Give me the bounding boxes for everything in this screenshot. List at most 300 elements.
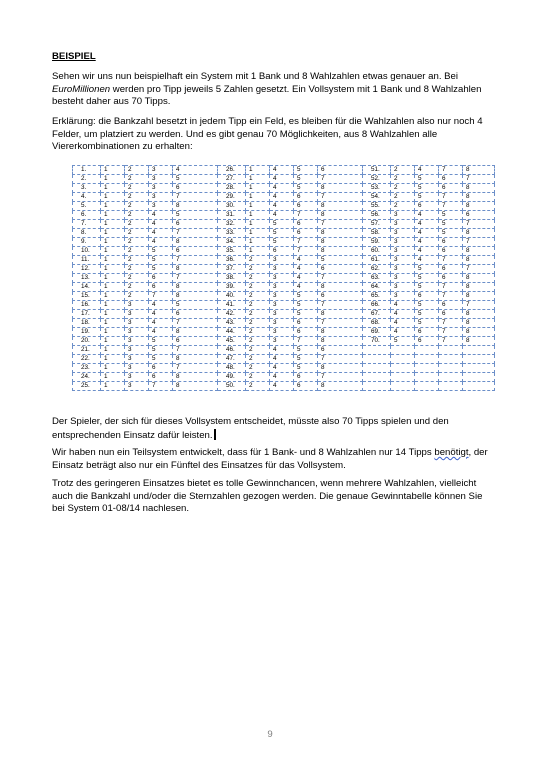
- combination-number: 63.: [363, 274, 391, 283]
- combination-value: 1: [101, 346, 125, 355]
- empty-cell: [391, 373, 415, 382]
- table-row: [73, 292, 495, 301]
- combination-value: 8: [463, 328, 495, 337]
- combination-value: 7: [463, 220, 495, 229]
- combination-value: 1: [101, 337, 125, 346]
- combination-value: 2: [246, 256, 270, 265]
- combination-value: 6: [173, 310, 218, 319]
- combinations-table-body: [73, 166, 495, 391]
- combination-number: 23.: [73, 364, 101, 373]
- combination-number: 11.: [73, 256, 101, 265]
- combination-value: 7: [439, 283, 463, 292]
- combination-value: 6: [294, 229, 318, 238]
- combination-number: 46.: [218, 346, 246, 355]
- combination-value: 4: [391, 319, 415, 328]
- combination-value: 3: [149, 175, 173, 184]
- combination-value: 2: [246, 364, 270, 373]
- combination-value: 7: [439, 292, 463, 301]
- explanation-paragraph: [52, 116, 497, 154]
- empty-cell: [363, 373, 391, 382]
- combination-number: 12.: [73, 265, 101, 274]
- combination-value: 4: [149, 229, 173, 238]
- combination-value: 8: [463, 310, 495, 319]
- combination-value: 1: [246, 175, 270, 184]
- combination-value: 5: [173, 211, 218, 220]
- combination-value: 4: [391, 301, 415, 310]
- combination-value: 3: [270, 328, 294, 337]
- table-row: [73, 328, 495, 337]
- combination-value: 2: [125, 166, 149, 175]
- combination-value: 7: [318, 355, 363, 364]
- combination-value: 8: [463, 283, 495, 292]
- combination-value: 1: [246, 211, 270, 220]
- combination-value: 8: [463, 319, 495, 328]
- combination-value: 4: [270, 193, 294, 202]
- combination-value: 5: [294, 355, 318, 364]
- combination-value: 6: [415, 202, 439, 211]
- combination-value: 6: [294, 319, 318, 328]
- combination-number: 26.: [218, 166, 246, 175]
- table-row: [73, 184, 495, 193]
- combination-number: 52.: [363, 175, 391, 184]
- combination-value: 7: [294, 211, 318, 220]
- combination-value: 6: [149, 283, 173, 292]
- combination-value: 2: [246, 337, 270, 346]
- combination-value: 4: [415, 238, 439, 247]
- combination-value: 4: [270, 355, 294, 364]
- empty-cell: [391, 346, 415, 355]
- combination-value: 5: [439, 211, 463, 220]
- combination-value: 8: [173, 373, 218, 382]
- combination-value: 8: [318, 382, 363, 391]
- combination-value: 2: [246, 346, 270, 355]
- chances-text: Trotz des geringeren Einsatzes bietet es tolle Gewinnchancen, wenn mehrere Wahlzahlen, vielleicht auch die Bankzahl und/oder die Sternzahlen gezogen werden. Die genaue Gewinntabelle können Sie bei System 01-08/14 nachlesen.: [52, 478, 483, 514]
- combination-value: 4: [294, 256, 318, 265]
- combination-number: 2.: [73, 175, 101, 184]
- combination-number: 7.: [73, 220, 101, 229]
- table-row: [73, 229, 495, 238]
- combination-value: 3: [125, 319, 149, 328]
- combination-value: 3: [391, 211, 415, 220]
- combination-number: 32.: [218, 220, 246, 229]
- combination-value: 3: [149, 193, 173, 202]
- combination-number: 16.: [73, 301, 101, 310]
- combination-value: 8: [318, 229, 363, 238]
- combination-number: 25.: [73, 382, 101, 391]
- combination-value: 3: [391, 247, 415, 256]
- combination-value: 6: [173, 184, 218, 193]
- combination-value: 8: [318, 337, 363, 346]
- combination-value: 8: [173, 292, 218, 301]
- combination-value: 2: [125, 247, 149, 256]
- combination-value: 3: [125, 355, 149, 364]
- combination-value: 5: [149, 256, 173, 265]
- combination-number: 13.: [73, 274, 101, 283]
- combination-value: 3: [391, 229, 415, 238]
- combination-number: 21.: [73, 346, 101, 355]
- combination-number: 33.: [218, 229, 246, 238]
- table-row: [73, 220, 495, 229]
- combination-value: 5: [415, 274, 439, 283]
- empty-cell: [363, 355, 391, 364]
- combination-value: 7: [439, 193, 463, 202]
- combination-value: 5: [294, 292, 318, 301]
- combination-value: 7: [173, 346, 218, 355]
- combination-value: 8: [173, 202, 218, 211]
- combination-value: 7: [463, 265, 495, 274]
- combination-value: 1: [101, 364, 125, 373]
- combination-value: 1: [101, 220, 125, 229]
- combination-value: 6: [294, 202, 318, 211]
- combination-value: 2: [246, 274, 270, 283]
- table-row: [73, 175, 495, 184]
- combination-number: 31.: [218, 211, 246, 220]
- combination-value: 2: [125, 283, 149, 292]
- combination-value: 7: [318, 220, 363, 229]
- combination-value: 2: [125, 175, 149, 184]
- combination-number: 27.: [218, 175, 246, 184]
- combination-value: 1: [101, 202, 125, 211]
- combination-value: 2: [125, 220, 149, 229]
- combination-value: 3: [270, 292, 294, 301]
- combination-number: 8.: [73, 229, 101, 238]
- combination-value: 2: [246, 265, 270, 274]
- spellcheck-word[interactable]: benötigt: [434, 447, 469, 458]
- combination-value: 6: [415, 292, 439, 301]
- combination-value: 1: [246, 184, 270, 193]
- combination-value: 8: [463, 202, 495, 211]
- combination-value: 1: [101, 184, 125, 193]
- combination-value: 7: [294, 247, 318, 256]
- combination-value: 1: [101, 373, 125, 382]
- combination-value: 2: [246, 355, 270, 364]
- combination-number: 34.: [218, 238, 246, 247]
- combination-number: 30.: [218, 202, 246, 211]
- table-row: [73, 202, 495, 211]
- combination-value: 8: [463, 166, 495, 175]
- combination-value: 1: [246, 166, 270, 175]
- explanation-text: Erklärung: die Bankzahl besetzt in jedem Tipp ein Feld, es bleiben für die Wahlzahlen also nur noch 4 Felder, um platziert zu werden. Und es gibt genau 70 Möglichkeiten, aus 8 Wahlzahlen alle Viererkombinationen zu erhalten:: [52, 116, 483, 152]
- combination-number: 39.: [218, 283, 246, 292]
- combination-value: 6: [439, 175, 463, 184]
- intro-paragraph: [52, 71, 497, 109]
- combination-value: 1: [101, 211, 125, 220]
- empty-cell: [463, 364, 495, 373]
- combination-value: 7: [149, 292, 173, 301]
- combination-value: 5: [294, 166, 318, 175]
- table-row: [73, 238, 495, 247]
- cost-text: Der Spieler, der sich für dieses Vollsystem entscheidet, müsste also 70 Tipps spielen und den entsprechenden Einsatz dafür leisten.: [52, 416, 449, 441]
- combination-value: 7: [173, 364, 218, 373]
- combination-value: 5: [415, 301, 439, 310]
- combination-number: 20.: [73, 337, 101, 346]
- combination-value: 4: [149, 211, 173, 220]
- table-row: [73, 373, 495, 382]
- combination-value: 6: [149, 364, 173, 373]
- combination-value: 4: [415, 211, 439, 220]
- combination-value: 1: [101, 274, 125, 283]
- combination-value: 2: [246, 319, 270, 328]
- combination-value: 7: [439, 256, 463, 265]
- combination-value: 3: [270, 265, 294, 274]
- combination-value: 5: [415, 319, 439, 328]
- combination-value: 1: [101, 193, 125, 202]
- combination-value: 1: [246, 229, 270, 238]
- combination-number: 54.: [363, 193, 391, 202]
- combination-value: 1: [101, 166, 125, 175]
- combination-value: 5: [149, 337, 173, 346]
- combination-value: 5: [294, 310, 318, 319]
- combination-value: 8: [318, 211, 363, 220]
- empty-cell: [463, 373, 495, 382]
- combination-number: 68.: [363, 319, 391, 328]
- combination-value: 4: [149, 319, 173, 328]
- combination-value: 1: [101, 301, 125, 310]
- combination-value: 5: [294, 175, 318, 184]
- combination-value: 1: [101, 238, 125, 247]
- combination-number: 55.: [363, 202, 391, 211]
- combination-value: 6: [294, 328, 318, 337]
- combination-value: 4: [294, 283, 318, 292]
- chances-paragraph: [52, 478, 497, 516]
- empty-cell: [439, 355, 463, 364]
- combination-value: 7: [318, 175, 363, 184]
- combination-number: 9.: [73, 238, 101, 247]
- combination-value: 2: [125, 265, 149, 274]
- combination-value: 1: [101, 229, 125, 238]
- combination-value: 3: [125, 337, 149, 346]
- combination-value: 6: [270, 247, 294, 256]
- combination-value: 4: [415, 229, 439, 238]
- combination-value: 6: [439, 265, 463, 274]
- combination-value: 4: [415, 166, 439, 175]
- combination-value: 3: [391, 274, 415, 283]
- combination-value: 6: [318, 265, 363, 274]
- empty-cell: [463, 382, 495, 391]
- combination-value: 4: [149, 301, 173, 310]
- combination-value: 2: [391, 166, 415, 175]
- combination-value: 5: [149, 355, 173, 364]
- combination-value: 8: [173, 355, 218, 364]
- combination-value: 2: [246, 310, 270, 319]
- empty-cell: [415, 364, 439, 373]
- combination-value: 1: [246, 193, 270, 202]
- table-row: [73, 256, 495, 265]
- combination-value: 4: [270, 382, 294, 391]
- combination-value: 5: [415, 310, 439, 319]
- combination-value: 3: [125, 328, 149, 337]
- combination-value: 6: [173, 247, 218, 256]
- combination-value: 6: [415, 337, 439, 346]
- combination-number: 57.: [363, 220, 391, 229]
- combination-value: 8: [173, 238, 218, 247]
- combination-value: 8: [463, 256, 495, 265]
- combination-value: 7: [294, 337, 318, 346]
- combination-number: 56.: [363, 211, 391, 220]
- text-cursor: [214, 429, 216, 440]
- combination-value: 3: [125, 301, 149, 310]
- combination-value: 5: [270, 229, 294, 238]
- combination-number: 15.: [73, 292, 101, 301]
- combination-value: 2: [391, 202, 415, 211]
- combination-value: 6: [318, 166, 363, 175]
- combination-value: 8: [173, 265, 218, 274]
- combination-value: 2: [125, 193, 149, 202]
- combination-value: 7: [439, 319, 463, 328]
- combination-number: 45.: [218, 337, 246, 346]
- combination-value: 8: [318, 364, 363, 373]
- combination-value: 6: [173, 337, 218, 346]
- combination-value: 6: [294, 382, 318, 391]
- intro-text-start: Sehen wir uns nun beispielhaft ein System mit 1 Bank und 8 Wahlzahlen etwas genauer an. Bei: [52, 71, 459, 82]
- combination-value: 1: [101, 319, 125, 328]
- table-row: [73, 193, 495, 202]
- combination-value: 7: [463, 301, 495, 310]
- combination-number: 18.: [73, 319, 101, 328]
- combination-value: 2: [246, 301, 270, 310]
- combination-value: 4: [270, 346, 294, 355]
- combination-value: 7: [318, 373, 363, 382]
- combination-number: 53.: [363, 184, 391, 193]
- combination-number: 62.: [363, 265, 391, 274]
- combination-value: 3: [391, 265, 415, 274]
- combination-value: 2: [246, 382, 270, 391]
- combination-value: 6: [294, 220, 318, 229]
- combination-value: 4: [149, 310, 173, 319]
- table-row: [73, 265, 495, 274]
- combination-value: 6: [318, 346, 363, 355]
- combination-value: 5: [270, 238, 294, 247]
- combination-value: 3: [149, 202, 173, 211]
- empty-cell: [363, 364, 391, 373]
- combination-number: 22.: [73, 355, 101, 364]
- combination-value: 7: [318, 319, 363, 328]
- combination-value: 2: [125, 202, 149, 211]
- combination-number: 49.: [218, 373, 246, 382]
- combination-value: 2: [246, 292, 270, 301]
- combination-number: 19.: [73, 328, 101, 337]
- combination-value: 4: [270, 364, 294, 373]
- combination-value: 3: [149, 166, 173, 175]
- combination-number: 38.: [218, 274, 246, 283]
- combination-value: 5: [173, 301, 218, 310]
- combination-value: 7: [318, 301, 363, 310]
- combination-value: 8: [318, 202, 363, 211]
- section-heading: BEISPIEL: [52, 51, 96, 62]
- combination-value: 3: [125, 364, 149, 373]
- combination-number: 67.: [363, 310, 391, 319]
- combination-value: 3: [270, 274, 294, 283]
- combination-value: 5: [294, 184, 318, 193]
- combination-value: 3: [125, 382, 149, 391]
- combination-value: 6: [173, 220, 218, 229]
- combination-value: 5: [439, 220, 463, 229]
- combination-value: 6: [463, 211, 495, 220]
- combination-value: 5: [415, 265, 439, 274]
- combination-value: 1: [101, 175, 125, 184]
- combination-value: 5: [149, 265, 173, 274]
- table-row: [73, 274, 495, 283]
- combination-value: 5: [294, 301, 318, 310]
- combination-value: 4: [415, 247, 439, 256]
- combination-value: 5: [173, 175, 218, 184]
- combination-value: 1: [101, 247, 125, 256]
- table-row: [73, 355, 495, 364]
- table-row: [73, 382, 495, 391]
- combination-value: 2: [125, 274, 149, 283]
- empty-cell: [439, 373, 463, 382]
- combination-value: 7: [149, 382, 173, 391]
- combination-value: 7: [318, 274, 363, 283]
- combination-number: 43.: [218, 319, 246, 328]
- combination-value: 1: [101, 310, 125, 319]
- combination-value: 3: [391, 283, 415, 292]
- combination-value: 5: [415, 184, 439, 193]
- combination-number: 35.: [218, 247, 246, 256]
- combination-value: 1: [101, 382, 125, 391]
- table-row: [73, 247, 495, 256]
- combination-value: 3: [270, 256, 294, 265]
- combination-value: 4: [149, 238, 173, 247]
- combination-value: 6: [439, 274, 463, 283]
- combination-value: 5: [149, 247, 173, 256]
- combination-value: 8: [463, 193, 495, 202]
- table-row: [73, 337, 495, 346]
- combination-value: 2: [125, 238, 149, 247]
- combination-value: 6: [439, 247, 463, 256]
- combination-value: 7: [294, 238, 318, 247]
- combination-value: 5: [270, 220, 294, 229]
- combination-number: 61.: [363, 256, 391, 265]
- combination-number: 65.: [363, 292, 391, 301]
- empty-cell: [415, 382, 439, 391]
- empty-cell: [415, 355, 439, 364]
- combination-number: 37.: [218, 265, 246, 274]
- combination-value: 4: [270, 175, 294, 184]
- partial-system-text-start: Wir haben nun ein Teilsystem entwickelt, dass für 1 Bank- und 8 Wahlzahlen nur 14 Tipps: [52, 447, 435, 458]
- combination-value: 8: [463, 274, 495, 283]
- combination-number: 3.: [73, 184, 101, 193]
- table-row: [73, 301, 495, 310]
- combination-value: 5: [439, 229, 463, 238]
- empty-cell: [439, 346, 463, 355]
- combination-number: 28.: [218, 184, 246, 193]
- combination-number: 51.: [363, 166, 391, 175]
- combination-number: 6.: [73, 211, 101, 220]
- combination-value: 3: [125, 373, 149, 382]
- empty-cell: [363, 382, 391, 391]
- combination-number: 60.: [363, 247, 391, 256]
- combination-number: 59.: [363, 238, 391, 247]
- combination-value: 4: [270, 202, 294, 211]
- combination-number: 17.: [73, 310, 101, 319]
- combination-value: 8: [318, 247, 363, 256]
- combination-number: 64.: [363, 283, 391, 292]
- combination-value: 2: [125, 229, 149, 238]
- combination-value: 3: [391, 292, 415, 301]
- combination-value: 8: [463, 292, 495, 301]
- combination-value: 8: [463, 337, 495, 346]
- combination-value: 8: [173, 283, 218, 292]
- combination-value: 4: [391, 310, 415, 319]
- combination-value: 8: [173, 382, 218, 391]
- combination-number: 69.: [363, 328, 391, 337]
- combination-value: 3: [149, 184, 173, 193]
- combination-value: 2: [125, 211, 149, 220]
- combination-number: 44.: [218, 328, 246, 337]
- combination-number: 10.: [73, 247, 101, 256]
- combination-value: 8: [318, 184, 363, 193]
